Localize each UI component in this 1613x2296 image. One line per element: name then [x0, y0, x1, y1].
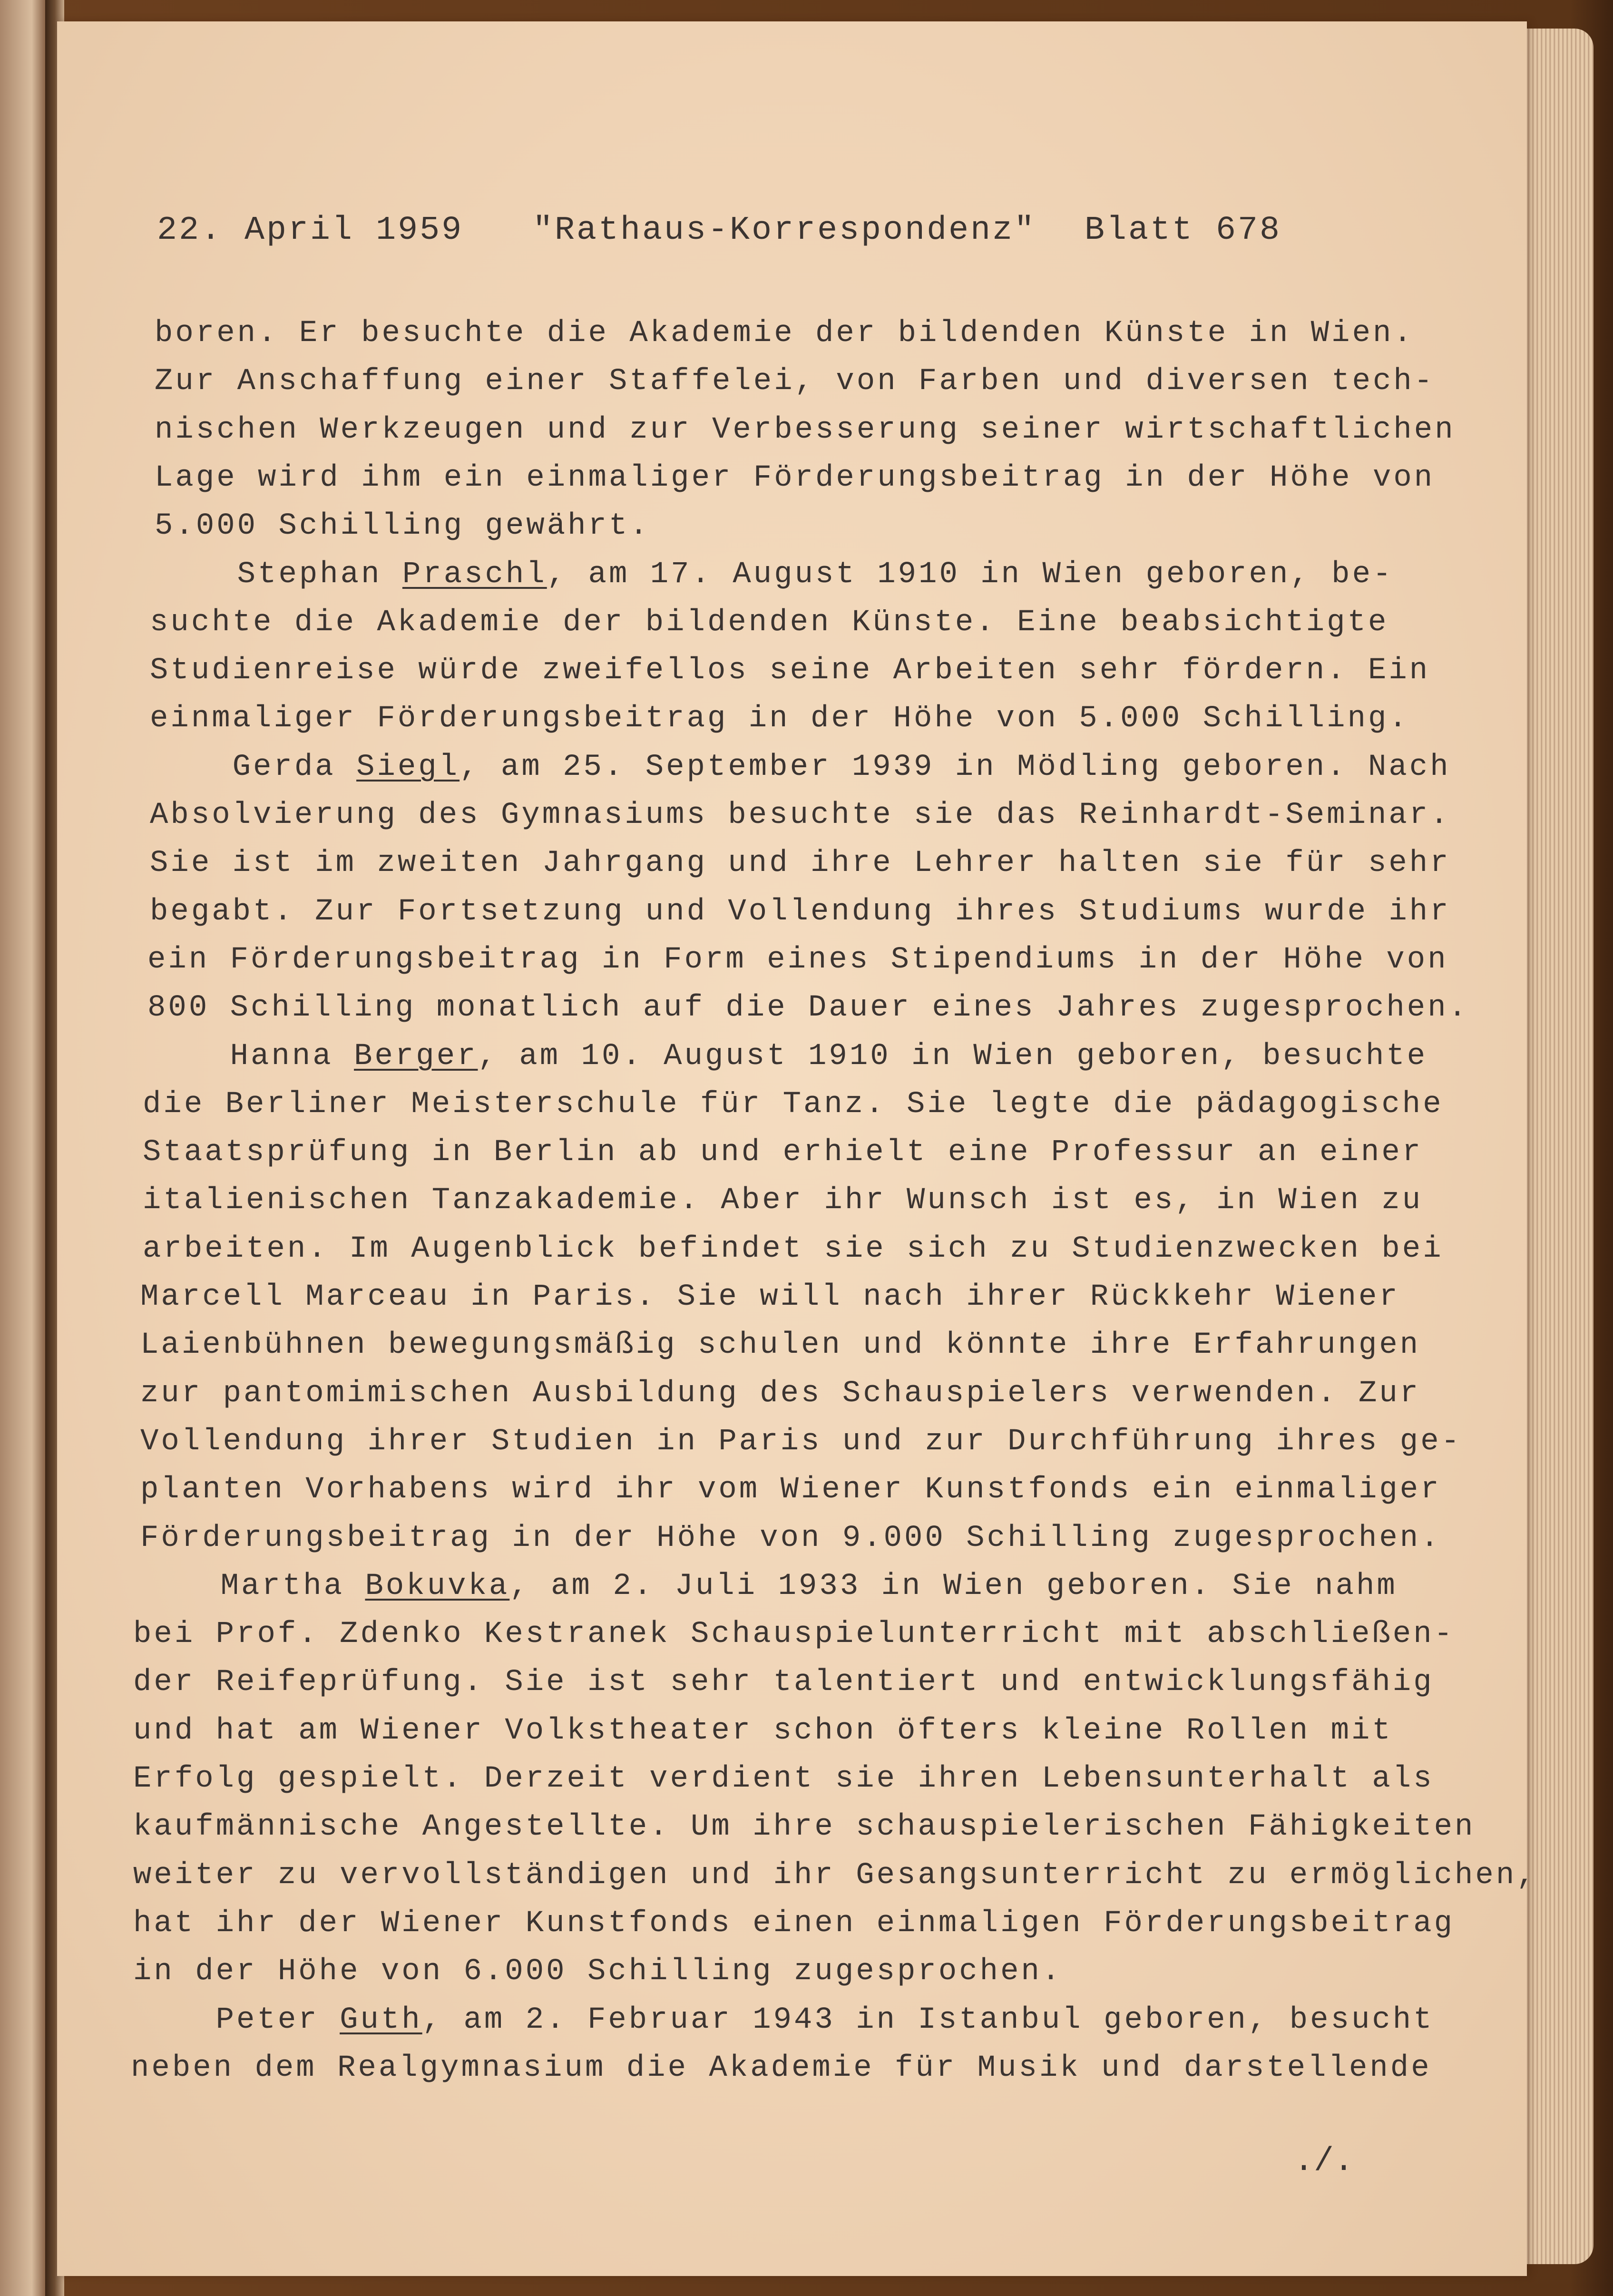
line-lead-in: Martha — [138, 1569, 365, 1603]
text-line: Absolvierung des Gymnasiums besuchte sie das Reinhardt-Seminar. — [150, 798, 1451, 832]
text-line: Marcell Marceau in Paris. Sie will nach ihrer Rückkehr Wiener — [140, 1280, 1400, 1314]
text-line: ein Förderungsbeitrag in Form eines Stipendiums in der Höhe von — [147, 942, 1448, 977]
line-remainder: , am 2. Juli 1933 in Wien geboren. Sie nahm — [509, 1569, 1398, 1603]
text-line: Zur Anschaffung einer Staffelei, von Farben und diversen tech- — [155, 364, 1435, 399]
document-page — [57, 21, 1537, 2276]
text-line — [147, 1039, 1427, 1074]
text-line: planten Vorhabens wird ihr vom Wiener Kunstfonds ein einmaliger — [140, 1473, 1441, 1507]
line-lead-in: Stephan — [155, 557, 402, 592]
text-line: der Reifeprüfung. Sie ist sehr talentiert und entwicklungsfähig — [133, 1665, 1434, 1700]
text-line — [133, 2003, 1434, 2037]
facing-page-edge — [0, 0, 45, 2296]
text-line: Lage wird ihm ein einmaliger Förderungsbeitrag in der Höhe von — [155, 460, 1435, 495]
text-line: zur pantomimischen Ausbildung des Schauspielers verwenden. Zur — [140, 1376, 1421, 1411]
header-sheet-number: Blatt 678 — [1085, 212, 1282, 249]
text-line: 5.000 Schilling gewährt. — [155, 509, 650, 544]
header-date: 22. April 1959 — [157, 212, 464, 249]
text-line: Staatsprüfung in Berlin ab und erhielt eine Professur an einer — [143, 1135, 1423, 1170]
text-line: Studienreise würde zweifellos seine Arbeiten sehr fördern. Ein — [150, 654, 1430, 688]
line-remainder: , am 10. August 1910 in Wien geboren, besuchte — [478, 1039, 1428, 1074]
text-line: arbeiten. Im Augenblick befindet sie sich zu Studienzwecken bei — [143, 1231, 1444, 1266]
line-remainder: , am 25. September 1939 in Mödling geboren. Nach — [459, 750, 1451, 784]
text-line: Laienbühnen bewegungsmäßig schulen und könnte ihre Erfahrungen — [140, 1328, 1421, 1363]
text-line: und hat am Wiener Volkstheater schon öfters kleine Rollen mit — [133, 1713, 1393, 1748]
underlined-surname: Bokuvka — [365, 1569, 510, 1603]
text-line: Förderungsbeitrag in der Höhe von 9.000 Schilling zugesprochen. — [140, 1521, 1441, 1555]
text-line: italienischen Tanzakademie. Aber ihr Wunsch ist es, in Wien zu — [143, 1183, 1423, 1218]
text-line: einmaliger Förderungsbeitrag in der Höhe von 5.000 Schilling. — [150, 702, 1409, 736]
line-lead-in: Hanna — [147, 1039, 354, 1074]
header-publication: "Rathaus-Korrespondenz" — [533, 212, 1036, 249]
text-line: suchte die Akademie der bildenden Künste. Eine beabsichtigte — [150, 605, 1389, 640]
line-remainder: , am 2. Februar 1943 in Istanbul geboren, besucht — [422, 2003, 1434, 2037]
text-line: in der Höhe von 6.000 Schilling zugesprochen. — [133, 1954, 1063, 1989]
text-line: kaufmännische Angestellte. Um ihre schauspielerischen Fähigkeiten — [133, 1810, 1476, 1845]
text-line: die Berliner Meisterschule für Tanz. Sie legte die pädagogische — [143, 1087, 1444, 1122]
text-line: boren. Er besuchte die Akademie der bildenden Künste in Wien. — [155, 316, 1414, 351]
text-line — [155, 557, 1393, 592]
text-line: Erfolg gespielt. Derzeit verdient sie ihren Lebensunterhalt als — [133, 1762, 1434, 1796]
line-lead-in: Gerda — [150, 750, 357, 784]
text-line: Sie ist im zweiten Jahrgang und ihre Lehrer halten sie für sehr — [150, 846, 1451, 881]
text-line: neben dem Realgymnasium die Akademie für Musik und darstellende — [131, 2051, 1432, 2085]
text-line: begabt. Zur Fortsetzung und Vollendung ihres Studiums wurde ihr — [150, 894, 1451, 929]
underlined-surname: Guth — [340, 2003, 422, 2037]
line-remainder: , am 17. August 1910 in Wien geboren, be- — [547, 557, 1394, 592]
text-line: hat ihr der Wiener Kunstfonds einen einmaligen Förderungsbeitrag — [133, 1906, 1455, 1941]
underlined-surname: Praschl — [402, 557, 547, 592]
text-line: 800 Schilling monatlich auf die Dauer eines Jahres zugesprochen. — [147, 991, 1469, 1026]
text-line: nischen Werkzeugen und zur Verbesserung seiner wirtschaftlichen — [155, 412, 1456, 447]
continuation-mark: ./. — [1294, 2143, 1354, 2180]
text-line: weiter zu vervollständigen und ihr Gesangsunterricht zu ermöglichen, — [133, 1858, 1537, 1893]
text-line: Vollendung ihrer Studien in Paris und zur Durchführung ihres ge- — [140, 1424, 1462, 1459]
text-line: bei Prof. Zdenko Kestranek Schauspielunterricht mit abschließen- — [133, 1617, 1455, 1652]
text-line — [138, 1569, 1398, 1603]
line-lead-in: Peter — [133, 2003, 340, 2037]
underlined-surname: Siegl — [356, 750, 460, 784]
underlined-surname: Berger — [354, 1039, 478, 1074]
text-line — [150, 750, 1451, 784]
